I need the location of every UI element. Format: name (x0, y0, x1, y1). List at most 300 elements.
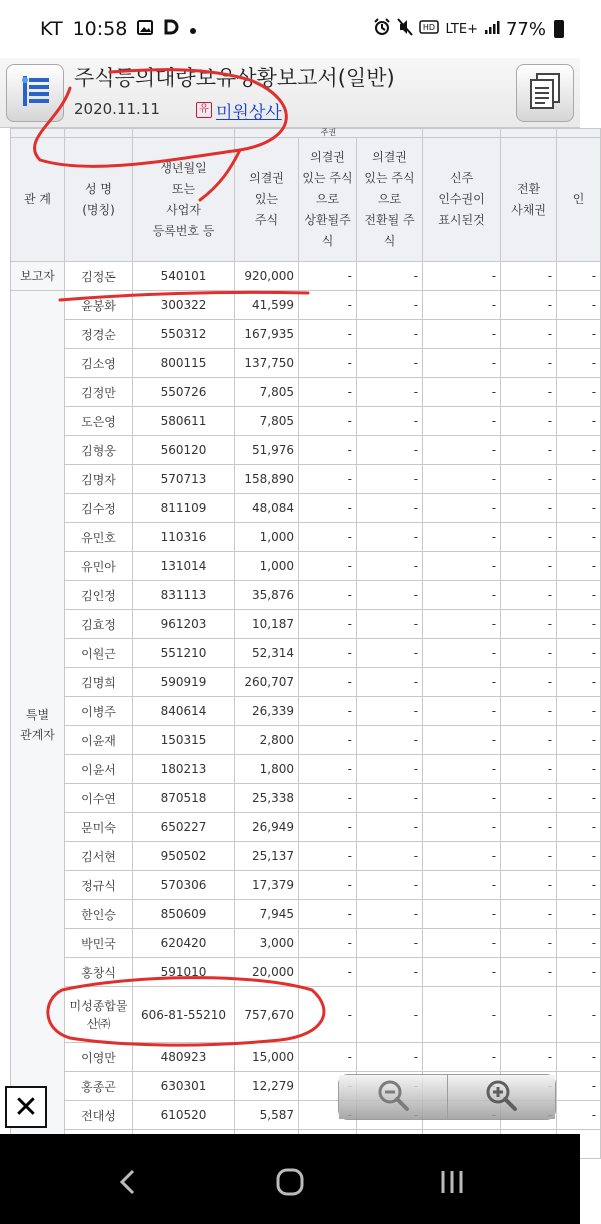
table-row (11, 639, 601, 668)
name-cell: 한인승 (65, 900, 133, 929)
voting-cell: 26,949 (235, 813, 299, 842)
dash-cell: - (299, 987, 357, 1043)
dash-cell: - (557, 581, 601, 610)
id-cell: 961203 (133, 610, 235, 639)
voting-cell: 35,876 (235, 581, 299, 610)
dash-cell: - (357, 465, 423, 494)
dash-cell: - (299, 668, 357, 697)
dash-cell: - (423, 465, 501, 494)
id-cell: 551210 (133, 639, 235, 668)
id-cell: 840614 (133, 697, 235, 726)
header-convertible-bond: 전환 사채권 (501, 138, 557, 262)
table-row (11, 987, 601, 1043)
name-cell: 전대성 (65, 1101, 133, 1130)
id-cell: 950502 (133, 842, 235, 871)
dash-cell: - (557, 465, 601, 494)
dash-cell: - (501, 668, 557, 697)
dash-cell: - (423, 523, 501, 552)
dash-cell: - (423, 929, 501, 958)
dash-cell: - (299, 581, 357, 610)
dash-cell: - (501, 552, 557, 581)
dash-cell: - (299, 726, 357, 755)
image-icon (137, 20, 153, 39)
name-cell: 김정만 (65, 378, 133, 407)
dash-cell: - (557, 900, 601, 929)
name-cell: 유민아 (65, 552, 133, 581)
id-cell: 580611 (133, 407, 235, 436)
back-button[interactable] (98, 1162, 158, 1206)
dash-cell: - (501, 320, 557, 349)
dot-icon (189, 20, 197, 39)
dash-cell: - (501, 987, 557, 1043)
id-cell: 550312 (133, 320, 235, 349)
report-date: 2020.11.11 (74, 100, 160, 118)
dash-cell: - (357, 755, 423, 784)
dash-cell: - (557, 494, 601, 523)
voting-cell: 1,000 (235, 552, 299, 581)
dash-cell: - (357, 523, 423, 552)
id-cell: 131014 (133, 552, 235, 581)
dash-cell: - (557, 755, 601, 784)
dash-cell: - (557, 1072, 601, 1101)
dash-cell: - (357, 900, 423, 929)
dash-cell: - (423, 755, 501, 784)
dash-cell: - (299, 1043, 357, 1072)
clock-time: 10:58 (72, 18, 128, 40)
header-partial: 인 (557, 138, 601, 262)
list-menu-button[interactable] (6, 64, 64, 122)
table-row (11, 610, 601, 639)
dash-cell: - (357, 1043, 423, 1072)
name-cell: 김수정 (65, 494, 133, 523)
home-button[interactable] (260, 1162, 320, 1206)
dash-cell: - (357, 320, 423, 349)
alarm-icon (373, 18, 391, 40)
name-cell: 이병주 (65, 697, 133, 726)
dash-cell: - (501, 291, 557, 320)
dash-cell: - (299, 320, 357, 349)
holdings-table (10, 128, 601, 1159)
dash-cell: - (423, 407, 501, 436)
voting-cell: 137,750 (235, 349, 299, 378)
dash-cell: - (299, 639, 357, 668)
name-cell: 홍창식 (65, 958, 133, 987)
table-row (11, 929, 601, 958)
documents-button[interactable] (516, 64, 574, 122)
id-cell: 590919 (133, 668, 235, 697)
voting-cell: 25,137 (235, 842, 299, 871)
zoom-in-icon (483, 1077, 519, 1117)
dash-cell: - (501, 465, 557, 494)
dash-cell: - (557, 987, 601, 1043)
voting-cell: 41,599 (235, 291, 299, 320)
dash-cell: - (501, 494, 557, 523)
zoom-out-icon (375, 1077, 411, 1117)
header-name: 성 명 (명칭) (65, 138, 133, 262)
dash-cell: - (423, 262, 501, 291)
table-row (11, 378, 601, 407)
id-cell: 610520 (133, 1101, 235, 1130)
report-title: 주식등의대량보유상황보고서(일반) (74, 66, 395, 90)
header-redeemable-shares: 의결권 있는 주식 으로 상환될주 식 (299, 138, 357, 262)
voting-cell: 12,279 (235, 1072, 299, 1101)
svg-text:HD: HD (423, 23, 436, 32)
dash-cell: - (501, 1043, 557, 1072)
dash-cell: - (501, 900, 557, 929)
dash-cell: - (423, 610, 501, 639)
name-cell: 유민호 (65, 523, 133, 552)
name-cell: 윤봉화 (65, 291, 133, 320)
id-cell: 591010 (133, 958, 235, 987)
voting-cell: 7,805 (235, 378, 299, 407)
dash-cell: - (557, 349, 601, 378)
dash-cell: - (299, 929, 357, 958)
voting-cell: 3,000 (235, 929, 299, 958)
voting-cell: 15,000 (235, 1043, 299, 1072)
voting-cell: 7,945 (235, 900, 299, 929)
close-icon: ✕ (13, 1089, 39, 1125)
relation-reporter: 보고자 (11, 262, 65, 291)
id-cell: 831113 (133, 581, 235, 610)
dash-cell: - (557, 291, 601, 320)
zoom-out-button[interactable] (339, 1075, 447, 1119)
id-cell: 650227 (133, 813, 235, 842)
dash-cell: - (423, 436, 501, 465)
name-cell: 정규식 (65, 871, 133, 900)
battery-percent: 77% (505, 18, 546, 40)
dash-cell: - (557, 871, 601, 900)
dash-cell: - (357, 871, 423, 900)
id-cell: 606-81-55210 (133, 987, 235, 1043)
dash-cell: - (501, 523, 557, 552)
dash-cell: - (557, 958, 601, 987)
back-icon (118, 1169, 138, 1199)
dash-cell: - (423, 581, 501, 610)
table-row (11, 436, 601, 465)
name-cell: 김효정 (65, 610, 133, 639)
dash-cell: - (423, 987, 501, 1043)
table-row (11, 262, 601, 291)
dash-cell: - (423, 494, 501, 523)
recents-icon (439, 1169, 465, 1199)
voting-cell: 1,000 (235, 523, 299, 552)
voting-cell: 2,800 (235, 726, 299, 755)
table-row (11, 842, 601, 871)
mute-icon (397, 18, 413, 40)
network-label: LTE+ (445, 21, 478, 37)
voting-cell: 7,805 (235, 407, 299, 436)
dash-cell: - (299, 494, 357, 523)
table-row (11, 697, 601, 726)
dash-cell: - (299, 755, 357, 784)
id-cell: 620420 (133, 929, 235, 958)
navigation-bar (0, 1134, 580, 1224)
dash-cell: - (557, 668, 601, 697)
table-row (11, 668, 601, 697)
name-cell: 문미숙 (65, 813, 133, 842)
id-cell: 150315 (133, 726, 235, 755)
dash-cell: - (423, 639, 501, 668)
dash-cell: - (357, 291, 423, 320)
header-group-shares: 주권 (235, 129, 423, 138)
dash-cell: - (501, 813, 557, 842)
zoom-in-button[interactable] (447, 1075, 556, 1119)
dash-cell: - (501, 378, 557, 407)
signal-icon (484, 19, 500, 39)
name-cell: 김명자 (65, 465, 133, 494)
dash-cell: - (357, 842, 423, 871)
dash-cell: - (557, 784, 601, 813)
dash-cell: - (423, 958, 501, 987)
dash-cell: - (423, 726, 501, 755)
dash-cell: - (299, 291, 357, 320)
dash-cell: - (501, 436, 557, 465)
voting-cell: 920,000 (235, 262, 299, 291)
zoom-control[interactable] (338, 1074, 556, 1120)
dash-cell: - (357, 987, 423, 1043)
table-row (11, 291, 601, 320)
name-cell: 도은영 (65, 407, 133, 436)
dash-cell: - (299, 900, 357, 929)
dash-cell: - (299, 465, 357, 494)
dash-cell: - (557, 610, 601, 639)
dash-cell: - (557, 320, 601, 349)
name-cell: 김소영 (65, 349, 133, 378)
name-cell: 김명희 (65, 668, 133, 697)
voting-cell: 51,976 (235, 436, 299, 465)
dash-cell: - (501, 262, 557, 291)
dash-cell: - (423, 1043, 501, 1072)
header-voting-shares: 의결권 있는 주식 (235, 138, 299, 262)
table-row (11, 465, 601, 494)
id-cell: 300322 (133, 291, 235, 320)
dash-cell: - (501, 697, 557, 726)
dash-cell: - (357, 349, 423, 378)
voting-cell: 1,800 (235, 755, 299, 784)
id-cell: 870518 (133, 784, 235, 813)
dash-cell: - (501, 929, 557, 958)
dash-cell: - (501, 784, 557, 813)
carrier-label: KT (40, 18, 63, 40)
table-row (11, 813, 601, 842)
dash-cell: - (357, 407, 423, 436)
battery-icon (554, 20, 564, 38)
dash-cell: - (557, 378, 601, 407)
dash-cell: - (557, 407, 601, 436)
dash-cell: - (357, 958, 423, 987)
dash-cell: - (423, 871, 501, 900)
dash-cell: - (357, 378, 423, 407)
dash-cell: - (357, 552, 423, 581)
voting-cell: 26,339 (235, 697, 299, 726)
dash-cell: - (357, 610, 423, 639)
name-cell: 홍종곤 (65, 1072, 133, 1101)
dash-cell: - (299, 436, 357, 465)
dash-cell: - (501, 407, 557, 436)
voting-cell: 25,338 (235, 784, 299, 813)
table-row (11, 581, 601, 610)
dash-cell: - (501, 726, 557, 755)
close-button[interactable] (5, 1086, 47, 1128)
dash-cell: - (299, 262, 357, 291)
list-icon (16, 72, 54, 114)
table-row (11, 755, 601, 784)
dash-cell: - (299, 552, 357, 581)
dash-cell: - (357, 726, 423, 755)
dash-cell: - (299, 523, 357, 552)
table-row (11, 784, 601, 813)
id-cell: 570306 (133, 871, 235, 900)
table-row (11, 523, 601, 552)
id-cell: 811109 (133, 494, 235, 523)
dash-cell: - (357, 436, 423, 465)
dash-cell: - (299, 349, 357, 378)
voting-cell: 158,890 (235, 465, 299, 494)
id-cell: 800115 (133, 349, 235, 378)
table-row (11, 1043, 601, 1072)
dash-cell: - (423, 697, 501, 726)
table-row (11, 320, 601, 349)
name-cell: 이영만 (65, 1043, 133, 1072)
dash-cell: - (501, 755, 557, 784)
holdings-table-container[interactable] (10, 128, 597, 1134)
dash-cell: - (299, 610, 357, 639)
dash-cell: - (299, 813, 357, 842)
dash-cell: - (557, 813, 601, 842)
voting-cell: 260,707 (235, 668, 299, 697)
id-cell: 570713 (133, 465, 235, 494)
report-header (0, 58, 580, 128)
dash-cell: - (357, 262, 423, 291)
name-cell: 이수연 (65, 784, 133, 813)
dash-cell: - (501, 610, 557, 639)
dash-cell: - (357, 494, 423, 523)
dash-cell: - (423, 291, 501, 320)
name-cell: 김형웅 (65, 436, 133, 465)
name-cell: 이윤서 (65, 755, 133, 784)
dash-cell: - (557, 697, 601, 726)
name-cell: 정경순 (65, 320, 133, 349)
name-cell: 김인정 (65, 581, 133, 610)
table-row (11, 552, 601, 581)
listing-badge: 유 (196, 102, 212, 118)
dash-cell: - (423, 784, 501, 813)
voting-cell: 17,379 (235, 871, 299, 900)
dash-cell: - (357, 581, 423, 610)
dash-cell: - (423, 349, 501, 378)
voting-cell: 10,187 (235, 610, 299, 639)
dash-cell: - (501, 581, 557, 610)
dash-cell: - (501, 842, 557, 871)
dash-cell: - (423, 842, 501, 871)
dash-cell: - (501, 349, 557, 378)
dash-cell: - (557, 929, 601, 958)
dash-cell: - (423, 668, 501, 697)
voting-cell: 20,000 (235, 958, 299, 987)
company-link[interactable]: 미원상사 (216, 103, 282, 123)
dash-cell: - (557, 1043, 601, 1072)
id-cell: 550726 (133, 378, 235, 407)
dash-cell: - (557, 1101, 601, 1130)
table-row (11, 494, 601, 523)
dash-cell: - (557, 726, 601, 755)
voting-cell: 52,314 (235, 639, 299, 668)
table-row (11, 726, 601, 755)
voting-cell: 757,670 (235, 987, 299, 1043)
status-bar (0, 0, 580, 58)
dash-cell: - (423, 552, 501, 581)
recents-button[interactable] (422, 1162, 482, 1206)
dash-cell: - (299, 842, 357, 871)
dash-cell: - (299, 958, 357, 987)
table-row (11, 958, 601, 987)
relation-special: 특별 관계자 (11, 291, 65, 1159)
dash-cell: - (557, 639, 601, 668)
voting-cell: 48,084 (235, 494, 299, 523)
table-row (11, 871, 601, 900)
dash-cell: - (423, 900, 501, 929)
id-cell: 630301 (133, 1072, 235, 1101)
name-cell: 이윤재 (65, 726, 133, 755)
dash-cell: - (501, 639, 557, 668)
dash-cell: - (357, 813, 423, 842)
voting-cell: 167,935 (235, 320, 299, 349)
header-relation: 관 계 (11, 138, 65, 262)
id-cell: 180213 (133, 755, 235, 784)
dash-cell: - (299, 697, 357, 726)
d-app-icon (163, 19, 179, 39)
home-icon (275, 1167, 305, 1201)
dash-cell: - (557, 842, 601, 871)
header-id: 생년월일 또는 사업자 등록번호 등 (133, 138, 235, 262)
name-cell: 이원근 (65, 639, 133, 668)
name-cell: 박민국 (65, 929, 133, 958)
voting-cell: 5,587 (235, 1101, 299, 1130)
dash-cell: - (557, 436, 601, 465)
dash-cell: - (357, 784, 423, 813)
dash-cell: - (299, 407, 357, 436)
hd-icon (419, 19, 439, 39)
dash-cell: - (423, 320, 501, 349)
dash-cell: - (557, 262, 601, 291)
dash-cell: - (557, 552, 601, 581)
dash-cell: - (423, 813, 501, 842)
dash-cell: - (357, 929, 423, 958)
dash-cell: - (357, 668, 423, 697)
table-row (11, 349, 601, 378)
name-cell: 김정돈 (65, 262, 133, 291)
name-cell: 김서현 (65, 842, 133, 871)
name-cell: 미성종합물산㈜ (65, 987, 133, 1043)
id-cell: 560120 (133, 436, 235, 465)
dash-cell: - (501, 871, 557, 900)
id-cell: 480923 (133, 1043, 235, 1072)
dash-cell: - (299, 871, 357, 900)
table-row (11, 407, 601, 436)
dash-cell: - (299, 378, 357, 407)
header-rights: 신주 인수권이 표시된것 (423, 138, 501, 262)
id-cell: 850609 (133, 900, 235, 929)
dash-cell: - (501, 958, 557, 987)
dash-cell: - (557, 523, 601, 552)
dash-cell: - (423, 378, 501, 407)
id-cell: 110316 (133, 523, 235, 552)
dash-cell: - (299, 784, 357, 813)
table-row (11, 900, 601, 929)
dash-cell: - (357, 697, 423, 726)
id-cell: 540101 (133, 262, 235, 291)
dash-cell: - (357, 639, 423, 668)
